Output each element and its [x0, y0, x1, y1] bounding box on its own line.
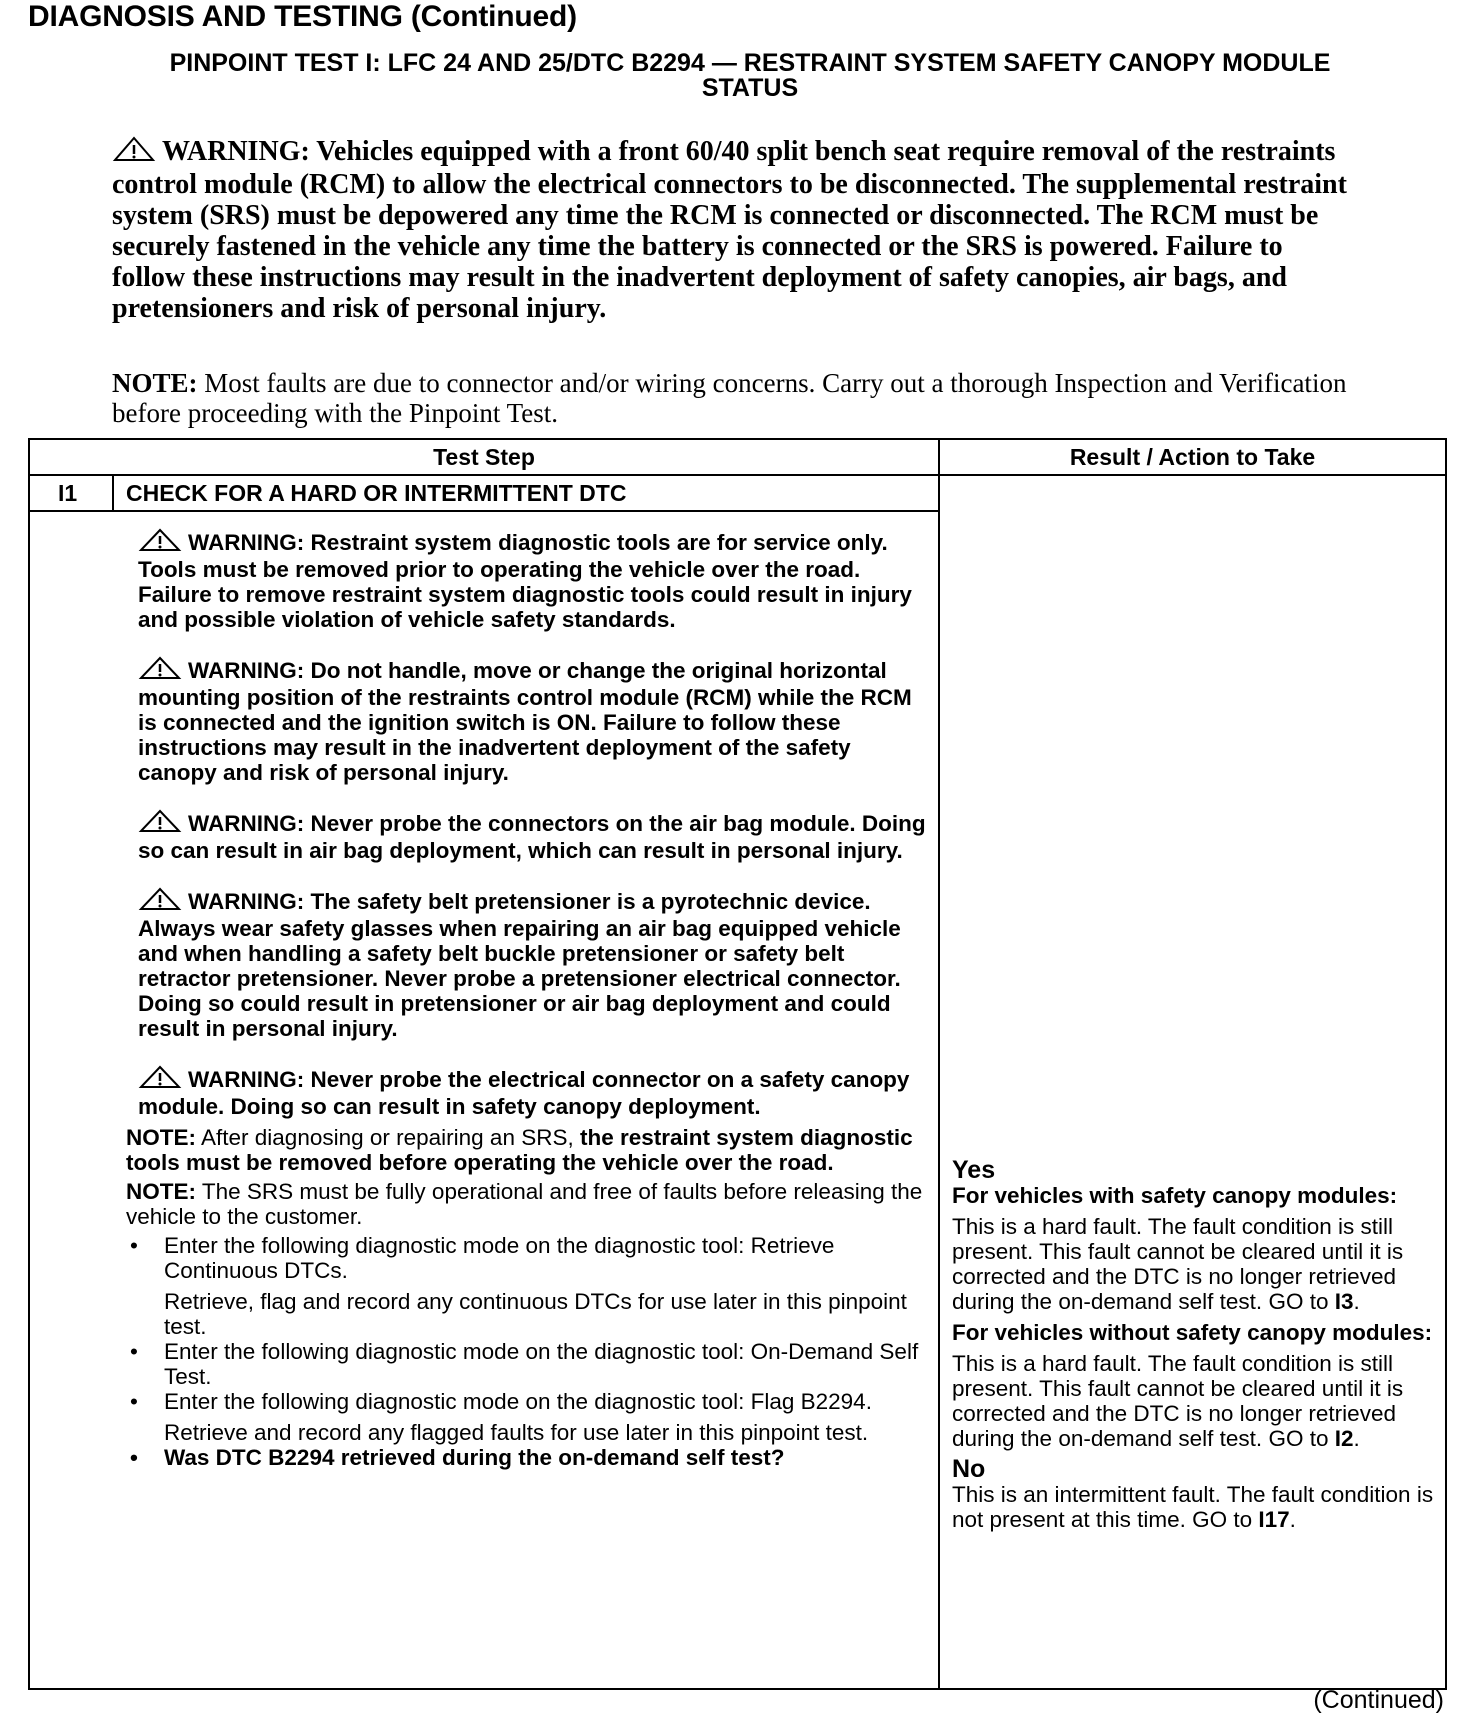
warning-triangle-icon: [112, 136, 156, 169]
result-without-canopy-text: This is a hard fault. The fault condition is still present. This fault cannot be cleared until it is corrected and the DTC is no longer retrieved during the on-demand self test. GO to I2.: [952, 1351, 1404, 1451]
note-text: After diagnosing or repairing an SRS,: [196, 1125, 580, 1150]
note-tools: [126, 1125, 926, 1175]
warning-triangle-icon: [138, 809, 182, 838]
note-text: The SRS must be fully operational and free of faults before releasing the vehicle to the customer.: [126, 1179, 923, 1229]
step-bullet: • Enter the following diagnostic mode on the diagnostic tool: On-Demand Self Test.: [126, 1339, 926, 1389]
pinpoint-test-title: [40, 51, 1460, 101]
step-sub-text: Retrieve, flag and record any continuous DTCs for use later in this pinpoint test.: [164, 1289, 907, 1339]
goto-step-link[interactable]: I17: [1258, 1507, 1290, 1532]
result-with-canopy-heading: For vehicles with safety canopy modules:: [952, 1183, 1398, 1208]
test-title-line1: PINPOINT TEST I: LFC 24 AND 25/DTC B2294 — RESTRAINT SYSTEM SAFETY CANOPY MODULE: [169, 49, 1331, 77]
warning-text: WARNING: Restraint system diagnostic tools are for service only. Tools must be removed prior to operating the vehicle over the road. Failure to remove restraint system diagnostic tools could result in injury and possible violation of vehicle safety standards.: [138, 530, 912, 632]
column-divider: [938, 512, 940, 1688]
header-test-step: Test Step: [30, 440, 940, 476]
test-title-line2: STATUS: [701, 74, 799, 102]
header-result-action: Result / Action to Take: [940, 440, 1445, 476]
goto-step-link[interactable]: I3: [1334, 1289, 1354, 1314]
warning-block: [126, 528, 926, 632]
result-content: [952, 1158, 1440, 1538]
step-title: CHECK FOR A HARD OR INTERMITTENT DTC: [114, 476, 940, 512]
warning-block: [126, 1065, 926, 1119]
note-label: NOTE:: [126, 1179, 196, 1204]
step-id: I1: [30, 476, 114, 512]
top-note-label: NOTE:: [112, 368, 198, 398]
warning-triangle-icon: [138, 887, 182, 916]
top-warning: [112, 136, 1352, 324]
result-no-text: This is an intermittent fault. The fault condition is not present at this time. GO to I17.: [952, 1482, 1434, 1532]
warning-text: WARNING: Never probe the electrical connector on a safety canopy module. Doing so can result in safety canopy deployment.: [138, 1067, 910, 1119]
result-without-canopy-heading: For vehicles without safety canopy modules:: [952, 1320, 1433, 1345]
top-note: [112, 368, 1352, 428]
step-bullet: • Enter the following diagnostic mode on the diagnostic tool: Retrieve Continuous DTCs.: [126, 1233, 926, 1283]
result-no-label: No: [952, 1455, 986, 1483]
top-note-text: Most faults are due to connector and/or wiring concerns. Carry out a thorough Inspection and Verification before proceeding with the Pinpoint Test.: [112, 368, 1347, 428]
note-srs: [126, 1179, 926, 1229]
top-warning-text: WARNING: Vehicles equipped with a front 60/40 split bench seat require removal of the restraints control module (RCM) to allow the electrical connectors to be disconnected. The supplemental restraint system (SRS) must be depowered any time the RCM is connected or disconnected. The RCM must be securely fastened in the vehicle any time the battery is connected or the SRS is powered. Failure to follow these instructions may result in the inadvertent deployment of safety canopies, air bags, and pretensioners and risk of personal injury.: [112, 136, 1347, 324]
step-bullet: • Enter the following diagnostic mode on the diagnostic tool: Flag B2294.: [126, 1389, 926, 1414]
continued-footer: (Continued): [1313, 1686, 1444, 1714]
goto-step-link[interactable]: I2: [1334, 1426, 1354, 1451]
pinpoint-test-table: [28, 438, 1447, 1690]
step-sub-text: Retrieve and record any flagged faults for use later in this pinpoint test.: [164, 1420, 869, 1445]
warning-triangle-icon: [138, 656, 182, 685]
warning-text: WARNING: Do not handle, move or change the original horizontal mounting position of the restraints control module (RCM) while the RCM is connected and the ignition switch is ON. Failure to follow these instructions may result in the inadvertent deployment of the safety canopy and risk of personal injury.: [138, 658, 912, 785]
warning-block: [126, 656, 926, 785]
warning-text: WARNING: The safety belt pretensioner is a pyrotechnic device. Always wear safety glasses when repairing an air bag equipped vehicle and when handling a safety belt buckle pretensioner or safety belt retractor pretensioner. Never probe a pretensioner electrical connector. Doing so could result in pretensioner or air bag deployment and could result in personal injury.: [138, 889, 901, 1041]
warning-text: WARNING: Never probe the connectors on the air bag module. Doing so can result in air bag deployment, which can result in personal injury.: [138, 811, 926, 863]
result-with-canopy-text: This is a hard fault. The fault condition is still present. This fault cannot be cleared until it is corrected and the DTC is no longer retrieved during the on-demand self test. GO to I3.: [952, 1214, 1404, 1314]
page-heading: DIAGNOSIS AND TESTING (Continued): [28, 0, 577, 33]
step-content: [126, 528, 926, 1470]
note-bold-text: the restraint system diagnostic tools must be removed before operating the vehicle over the road.: [126, 1125, 913, 1175]
result-yes-label: Yes: [952, 1156, 996, 1184]
note-label: NOTE:: [126, 1125, 196, 1150]
warning-triangle-icon: [138, 528, 182, 557]
warning-block: [126, 809, 926, 863]
step-question: • Was DTC B2294 retrieved during the on-demand self test?: [126, 1445, 926, 1470]
warning-block: [126, 887, 926, 1041]
warning-triangle-icon: [138, 1065, 182, 1094]
